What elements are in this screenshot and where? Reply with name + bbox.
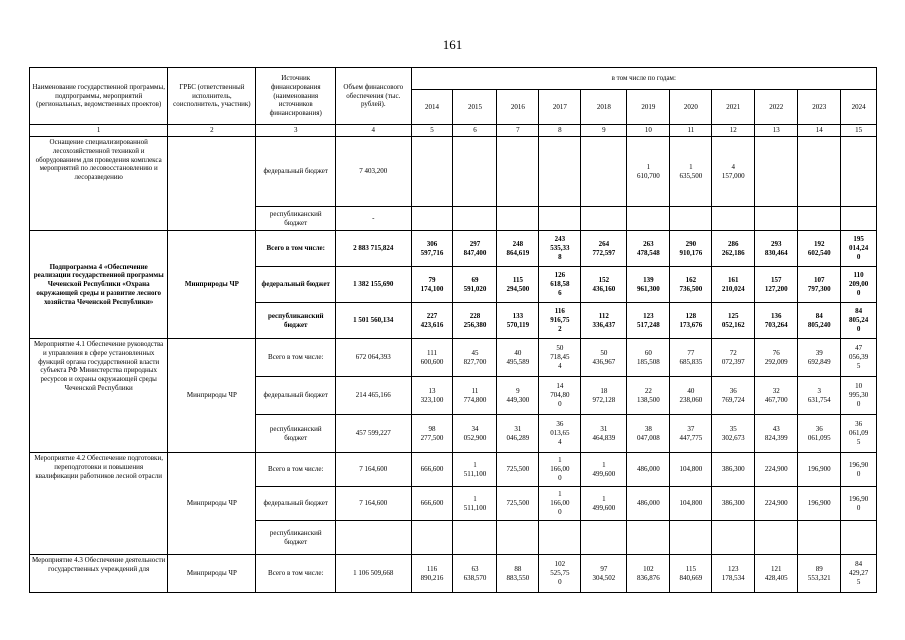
year-value: 666,600	[411, 487, 453, 521]
year-value: 45 827,700	[453, 339, 497, 377]
column-number: 15	[841, 125, 877, 137]
year-value: 36 769,724	[712, 377, 755, 415]
year-value: 306 597,716	[411, 231, 453, 267]
year-value: 76 292,009	[755, 339, 798, 377]
funding-source: республиканский бюджет	[256, 303, 336, 339]
column-number: 3	[256, 125, 336, 137]
year-value: 1 166,00 0	[539, 453, 581, 487]
year-value: 39 692,849	[798, 339, 841, 377]
column-number: 7	[497, 125, 539, 137]
year-value: 111 600,600	[411, 339, 453, 377]
year-value: 115 840,669	[670, 555, 712, 593]
year-value: 88 883,550	[497, 555, 539, 593]
budget-table	[29, 67, 877, 593]
year-header: 2022	[755, 90, 798, 125]
year-value: 104,800	[670, 453, 712, 487]
year-value: 69 591,020	[453, 267, 497, 303]
funding-source: республиканский бюджет	[256, 207, 336, 231]
column-number: 1	[30, 125, 168, 137]
year-value: 107 797,300	[798, 267, 841, 303]
year-value: 263 478,548	[627, 231, 670, 267]
funding-source: Всего в том числе:	[256, 231, 336, 267]
year-value	[627, 207, 670, 231]
year-value: 116 890,216	[411, 555, 453, 593]
year-value	[497, 207, 539, 231]
year-value: 36 061,09 5	[841, 415, 877, 453]
page-number: 161	[442, 37, 463, 52]
year-value: 128 173,676	[670, 303, 712, 339]
year-value	[411, 137, 453, 207]
year-value: 36 013,65 4	[539, 415, 581, 453]
year-value: 22 138,500	[627, 377, 670, 415]
total-volume: 1 382 155,690	[336, 267, 411, 303]
year-value: 1 166,00 0	[539, 487, 581, 521]
year-value: 50 718,45 4	[539, 339, 581, 377]
year-value	[497, 137, 539, 207]
program-name: Мероприятие 4.2 Обеспечение подготовки, переподготовки и повышения квалификации работников лесной отрасли	[30, 453, 168, 555]
year-value: 125 052,162	[712, 303, 755, 339]
year-value	[670, 521, 712, 555]
column-number: 14	[798, 125, 841, 137]
column-number: 10	[627, 125, 670, 137]
year-value: 248 864,619	[497, 231, 539, 267]
year-value	[798, 207, 841, 231]
year-value: 121 428,405	[755, 555, 798, 593]
funding-source: федеральный бюджет	[256, 487, 336, 521]
year-value: 1 511,100	[453, 453, 497, 487]
grbs-cell: Минприроды ЧР	[168, 339, 256, 453]
year-value: 1 635,500	[670, 137, 712, 207]
year-value	[581, 521, 627, 555]
year-value: 133 570,119	[497, 303, 539, 339]
total-volume: 1 501 560,134	[336, 303, 411, 339]
funding-source: Всего в том числе:	[256, 453, 336, 487]
year-value: 10 995,30 0	[841, 377, 877, 415]
year-value	[798, 137, 841, 207]
total-volume: 672 064,393	[336, 339, 411, 377]
year-value: 196,90 0	[841, 453, 877, 487]
program-name: Мероприятие 4.3 Обеспечение деятельности государственных учреждений для	[30, 555, 168, 593]
year-value: 97 304,502	[581, 555, 627, 593]
column-number: 6	[453, 125, 497, 137]
year-value: 290 910,176	[670, 231, 712, 267]
funding-source: Всего в том числе:	[256, 339, 336, 377]
column-number: 9	[581, 125, 627, 137]
year-value: 14 704,80 0	[539, 377, 581, 415]
year-value: 9 449,300	[497, 377, 539, 415]
year-header: 2017	[539, 90, 581, 125]
program-name: Оснащение специализированной лесохозяйственной техникой и оборудованием для проведения комплекса мероприятий по лесовосстановлению и лесоразведению	[30, 137, 168, 231]
funding-source: федеральный бюджет	[256, 377, 336, 415]
year-value: 123 178,534	[712, 555, 755, 593]
year-value: 228 256,380	[453, 303, 497, 339]
year-value: 196,90 0	[841, 487, 877, 521]
year-value	[712, 521, 755, 555]
funding-source: федеральный бюджет	[256, 267, 336, 303]
year-value: 47 056,39 5	[841, 339, 877, 377]
year-value: 31 464,839	[581, 415, 627, 453]
year-value: 79 174,100	[411, 267, 453, 303]
year-value	[841, 137, 877, 207]
year-value	[712, 207, 755, 231]
year-value: 386,300	[712, 453, 755, 487]
year-header: 2021	[712, 90, 755, 125]
year-header: 2020	[670, 90, 712, 125]
total-volume: 7 164,600	[336, 453, 411, 487]
table-row	[30, 231, 877, 267]
year-value: 725,500	[497, 487, 539, 521]
year-value: 126 618,58 6	[539, 267, 581, 303]
year-value	[453, 207, 497, 231]
year-value: 50 436,967	[581, 339, 627, 377]
year-value: 4 157,000	[712, 137, 755, 207]
year-value: 102 836,876	[627, 555, 670, 593]
year-value: 293 830,464	[755, 231, 798, 267]
column-number: 11	[670, 125, 712, 137]
table-row	[30, 137, 877, 207]
year-value	[453, 521, 497, 555]
total-volume: 7 164,600	[336, 487, 411, 521]
year-value: 13 323,100	[411, 377, 453, 415]
header-name: Наименование государственной программы, подпрограммы, мероприятий (региональных, ведомственных проектов)	[30, 68, 168, 125]
year-value	[841, 521, 877, 555]
year-value: 60 185,508	[627, 339, 670, 377]
funding-source: республиканский бюджет	[256, 521, 336, 555]
year-value: 116 916,75 2	[539, 303, 581, 339]
year-value	[627, 521, 670, 555]
table-row	[30, 555, 877, 593]
year-value	[453, 137, 497, 207]
year-value	[581, 207, 627, 231]
year-value: 243 535,33 8	[539, 231, 581, 267]
year-value: 192 602,540	[798, 231, 841, 267]
column-number: 8	[539, 125, 581, 137]
year-header: 2023	[798, 90, 841, 125]
year-value: 72 072,397	[712, 339, 755, 377]
year-value: 40 495,589	[497, 339, 539, 377]
grbs-cell: Минприроды ЧР	[168, 231, 256, 339]
year-value: 104,800	[670, 487, 712, 521]
column-number: 13	[755, 125, 798, 137]
program-name: Подпрограмма 4 «Обеспечение реализации государственной программы Чеченской Республики «Охрана окружающей среды и развитие лесного хозяйства Чеченской Республики»	[30, 231, 168, 339]
year-value: 136 703,264	[755, 303, 798, 339]
year-value: 161 210,024	[712, 267, 755, 303]
year-value: 666,600	[411, 453, 453, 487]
total-volume: 2 883 715,824	[336, 231, 411, 267]
grbs-cell: Минприроды ЧР	[168, 453, 256, 555]
year-value: 112 336,437	[581, 303, 627, 339]
column-number: 4	[336, 125, 411, 137]
year-value: 84 805,24 0	[841, 303, 877, 339]
year-value: 31 046,289	[497, 415, 539, 453]
year-value: 386,300	[712, 487, 755, 521]
year-value: 3 631,754	[798, 377, 841, 415]
total-volume: 214 465,166	[336, 377, 411, 415]
year-value: 196,900	[798, 453, 841, 487]
year-value: 196,900	[798, 487, 841, 521]
year-header: 2018	[581, 90, 627, 125]
header-volume: Объем финансового обеспечения (тыс. рублей).	[336, 68, 411, 125]
total-volume: -	[336, 207, 411, 231]
year-value: 84 805,240	[798, 303, 841, 339]
year-value	[539, 521, 581, 555]
year-value: 297 847,400	[453, 231, 497, 267]
total-volume	[336, 521, 411, 555]
year-value: 34 052,900	[453, 415, 497, 453]
year-value: 40 238,060	[670, 377, 712, 415]
funding-source: федеральный бюджет	[256, 137, 336, 207]
year-value: 84 429,27 5	[841, 555, 877, 593]
year-value: 486,000	[627, 487, 670, 521]
year-header: 2015	[453, 90, 497, 125]
grbs-cell	[168, 137, 256, 231]
year-value: 152 436,160	[581, 267, 627, 303]
year-value: 224,900	[755, 487, 798, 521]
header-source: Источник финансирования (наименования источников финансирования)	[256, 68, 336, 125]
year-value	[841, 207, 877, 231]
table-row	[30, 339, 877, 377]
year-value: 11 774,800	[453, 377, 497, 415]
grbs-cell: Минприроды ЧР	[168, 555, 256, 593]
year-value: 725,500	[497, 453, 539, 487]
year-value	[497, 521, 539, 555]
year-value	[581, 137, 627, 207]
year-value: 195 014,24 0	[841, 231, 877, 267]
year-value: 102 525,75 0	[539, 555, 581, 593]
program-name: Мероприятие 4.1 Обеспечение руководства и управления в сфере установленных функций органа государственной власти субъекта РФ Министерства природных ресурсов и охраны окружающей среды Чеченской Республики	[30, 339, 168, 453]
year-value	[411, 207, 453, 231]
year-value	[755, 137, 798, 207]
column-number: 2	[168, 125, 256, 137]
year-value: 43 824,399	[755, 415, 798, 453]
year-value: 1 610,700	[627, 137, 670, 207]
year-value: 123 517,248	[627, 303, 670, 339]
year-header: 2019	[627, 90, 670, 125]
year-value: 286 262,186	[712, 231, 755, 267]
year-value: 63 638,570	[453, 555, 497, 593]
funding-source: Всего в том числе:	[256, 555, 336, 593]
year-header: 2024	[841, 90, 877, 125]
year-header: 2016	[497, 90, 539, 125]
header-by-years: в том числе по годам:	[411, 68, 876, 90]
year-value: 1 499,600	[581, 487, 627, 521]
year-value	[755, 207, 798, 231]
year-value	[670, 207, 712, 231]
year-value: 38 047,008	[627, 415, 670, 453]
year-value: 486,000	[627, 453, 670, 487]
column-number: 12	[712, 125, 755, 137]
year-value: 110 209,00 0	[841, 267, 877, 303]
year-value: 162 736,500	[670, 267, 712, 303]
year-value: 32 467,700	[755, 377, 798, 415]
year-value	[539, 207, 581, 231]
year-value	[411, 521, 453, 555]
year-value: 115 294,500	[497, 267, 539, 303]
year-value	[755, 521, 798, 555]
year-value	[539, 137, 581, 207]
year-value: 224,900	[755, 453, 798, 487]
table-row	[30, 453, 877, 487]
total-volume: 457 599,227	[336, 415, 411, 453]
year-value: 89 553,321	[798, 555, 841, 593]
year-value: 1 499,600	[581, 453, 627, 487]
year-value: 18 972,128	[581, 377, 627, 415]
year-value: 36 061,095	[798, 415, 841, 453]
year-value: 264 772,597	[581, 231, 627, 267]
header-grbs: ГРБС (ответственный исполнитель, соисполнитель, участник)	[168, 68, 256, 125]
total-volume: 1 106 509,668	[336, 555, 411, 593]
year-value: 1 511,100	[453, 487, 497, 521]
year-value: 77 685,835	[670, 339, 712, 377]
funding-source: республиканский бюджет	[256, 415, 336, 453]
year-value: 157 127,200	[755, 267, 798, 303]
year-header: 2014	[411, 90, 453, 125]
year-value: 37 447,775	[670, 415, 712, 453]
year-value: 227 423,616	[411, 303, 453, 339]
column-number: 5	[411, 125, 453, 137]
year-value: 139 961,300	[627, 267, 670, 303]
year-value: 35 302,673	[712, 415, 755, 453]
year-value	[798, 521, 841, 555]
total-volume: 7 403,200	[336, 137, 411, 207]
year-value: 98 277,500	[411, 415, 453, 453]
